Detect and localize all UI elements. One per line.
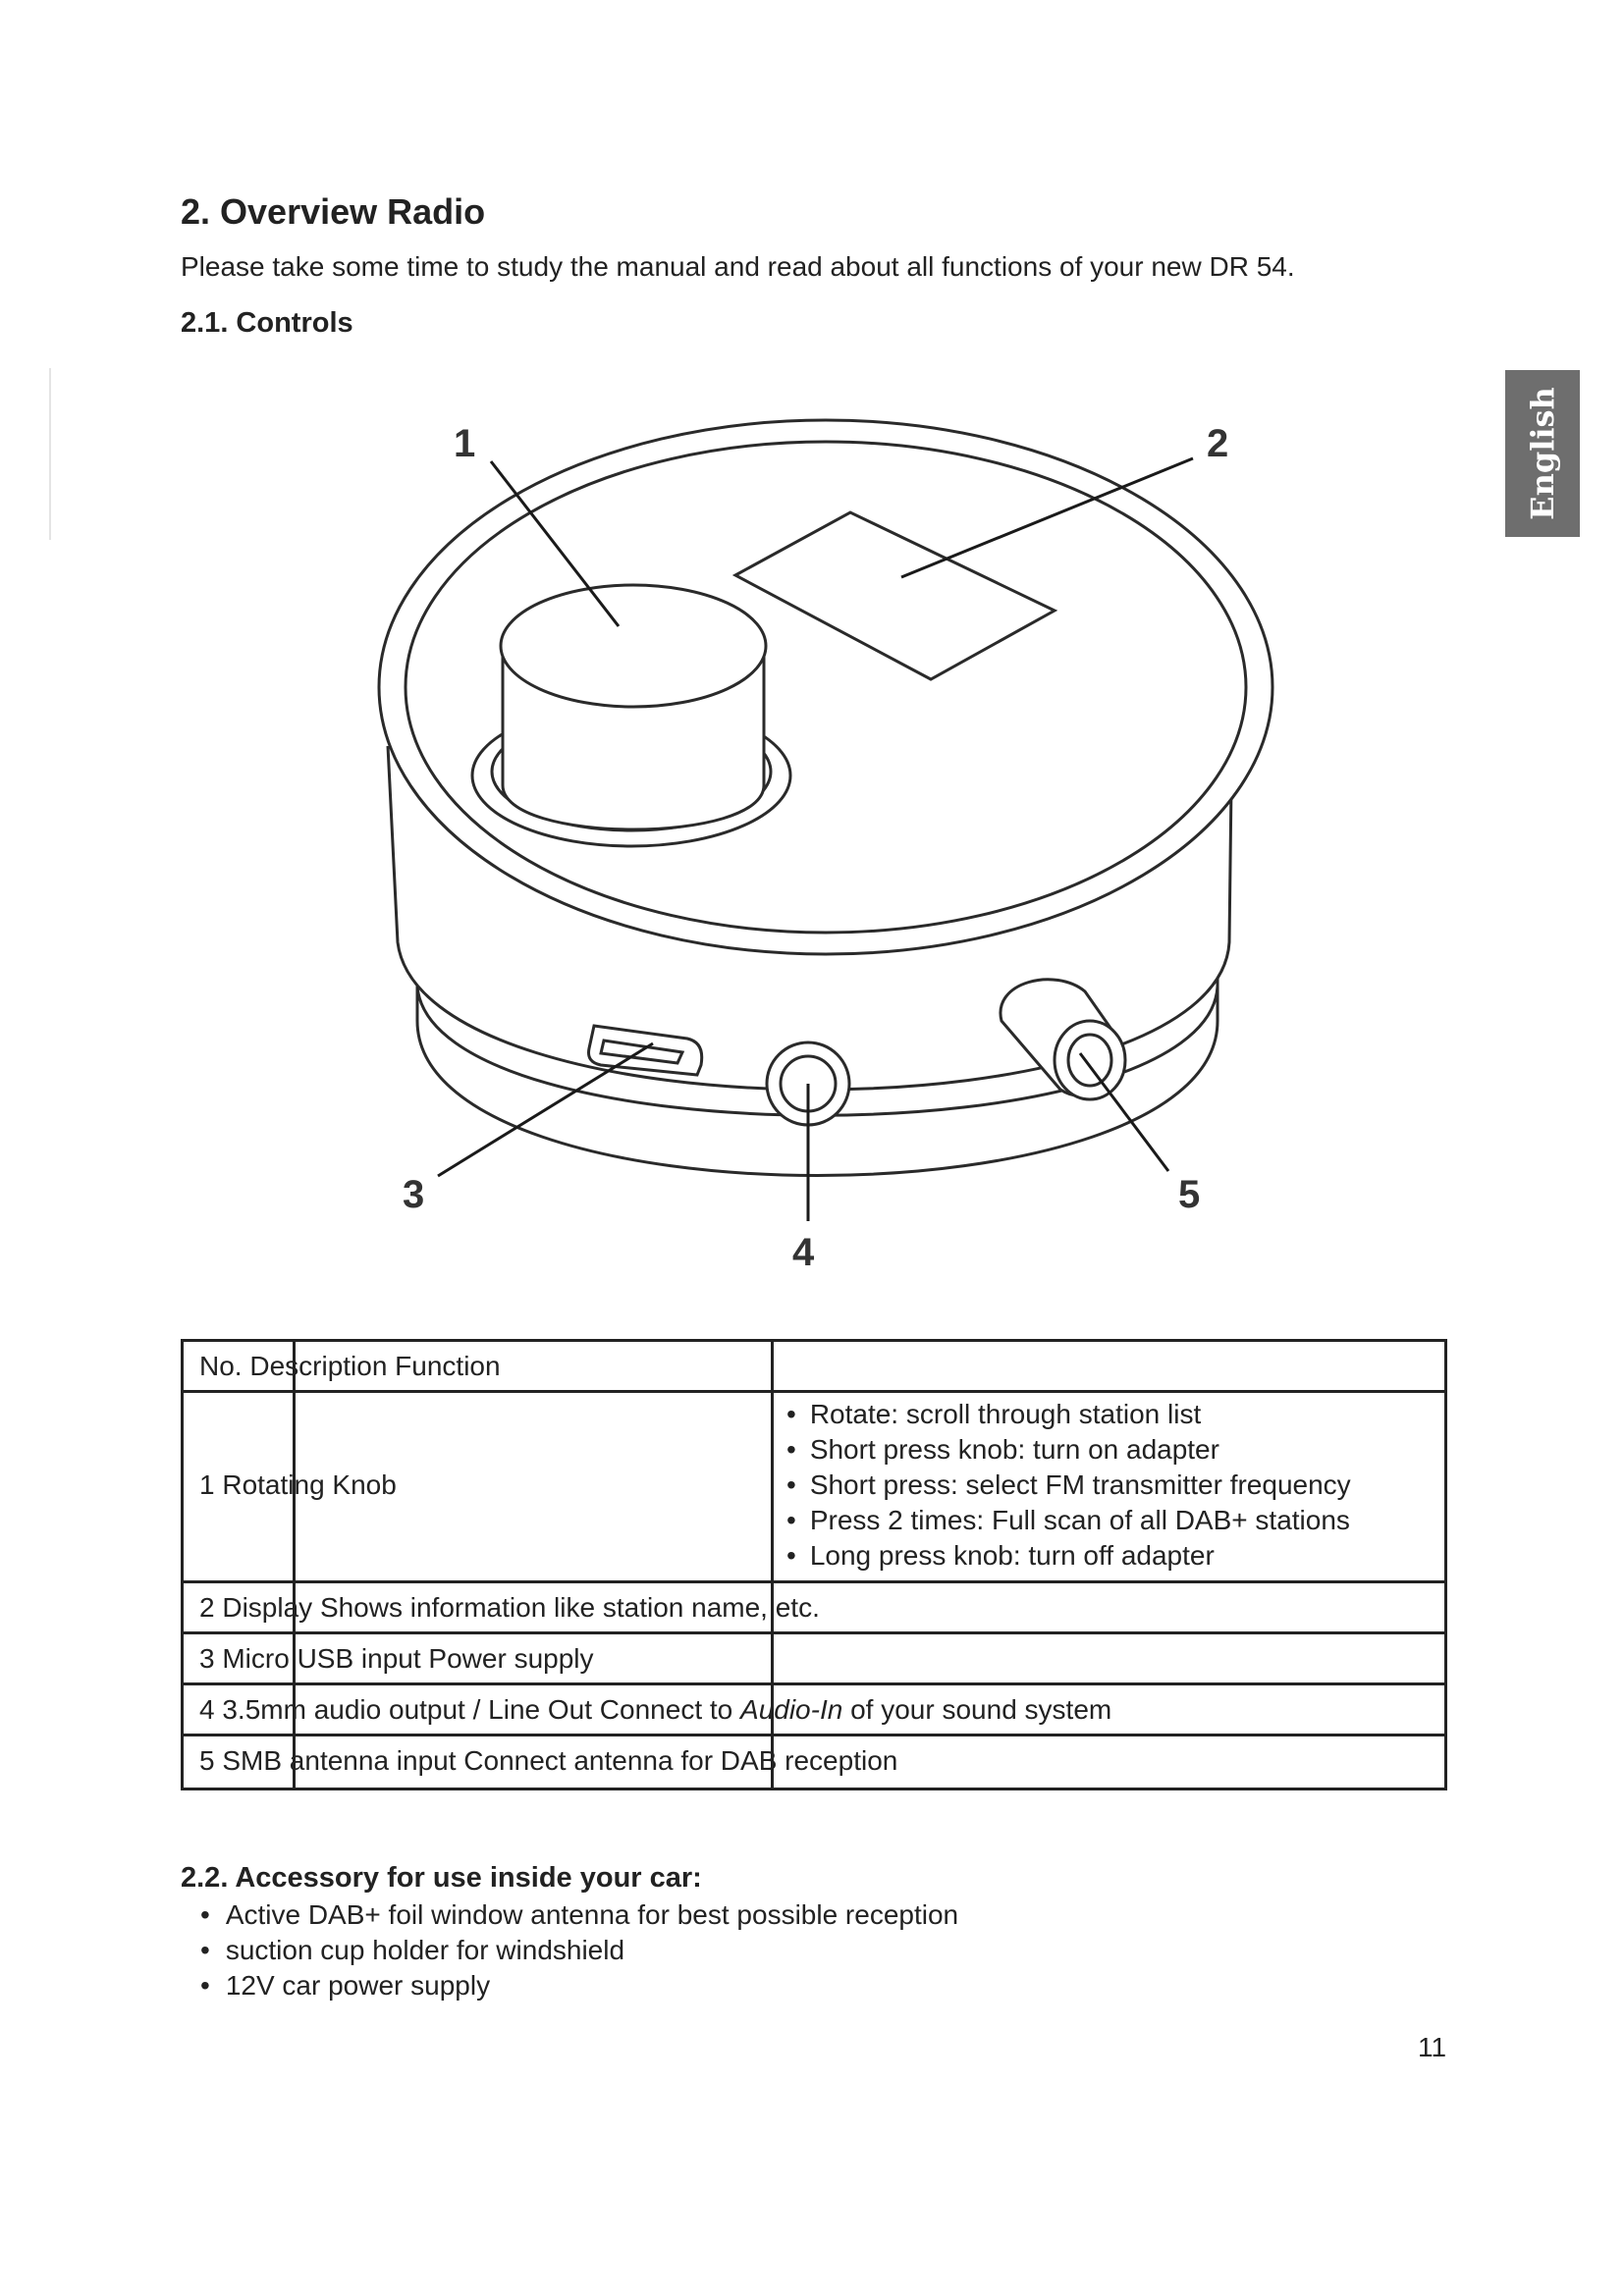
knob-top [501, 585, 766, 707]
list-item: • Short press: select FM transmitter frequency [786, 1468, 1351, 1503]
callout-number-2: 2 [1207, 422, 1229, 465]
row-1-text: 1 Rotating Knob [199, 1469, 397, 1500]
table-row [184, 1634, 1444, 1685]
list-item: • Press 2 times: Full scan of all DAB+ stations [786, 1503, 1351, 1538]
list-item: • suction cup holder for windshield [200, 1933, 958, 1968]
table-row [184, 1393, 1444, 1583]
callout-number-5: 5 [1178, 1173, 1201, 1216]
row-4-text: 4 3.5mm audio output / Line Out Connect to Audio-In of your sound system [199, 1694, 1112, 1725]
intro-text: Please take some time to study the manual and read about all functions of your new DR 54. [181, 251, 1295, 282]
row-2-text: 2 Display Shows information like station name, etc. [199, 1592, 820, 1623]
accessory-heading: 2.2. Accessory for use inside your car: [181, 1862, 702, 1894]
list-item: • Short press knob: turn on adapter [786, 1432, 1351, 1468]
callout-number-1: 1 [454, 422, 476, 465]
table-header: No. Description Function [199, 1351, 501, 1381]
table-row [184, 1736, 1444, 1788]
row-5-text: 5 SMB antenna input Connect antenna for DAB reception [199, 1745, 898, 1776]
language-tab-label: English [1524, 387, 1561, 520]
controls-subheading: 2.1. Controls [181, 307, 353, 339]
antenna-connector-face [1055, 1021, 1125, 1099]
page-heading: 2. Overview Radio [181, 191, 486, 232]
callout-number-4: 4 [792, 1231, 815, 1274]
accessory-list [200, 1897, 958, 2003]
list-item: • 12V car power supply [200, 1968, 958, 2003]
list-item: • Long press knob: turn off adapter [786, 1538, 1351, 1574]
table-row [184, 1685, 1444, 1736]
list-item: • Rotate: scroll through station list [786, 1397, 1351, 1432]
controls-table [181, 1339, 1447, 1790]
table-row [184, 1583, 1444, 1634]
row-1-functions [786, 1397, 1351, 1574]
table-header-row [184, 1342, 1444, 1393]
list-item: • Active DAB+ foil window antenna for best possible reception [200, 1897, 958, 1933]
row-3-text: 3 Micro USB input Power supply [199, 1643, 594, 1674]
page-number: 11 [1418, 2032, 1447, 2062]
callout-number-3: 3 [403, 1173, 425, 1216]
